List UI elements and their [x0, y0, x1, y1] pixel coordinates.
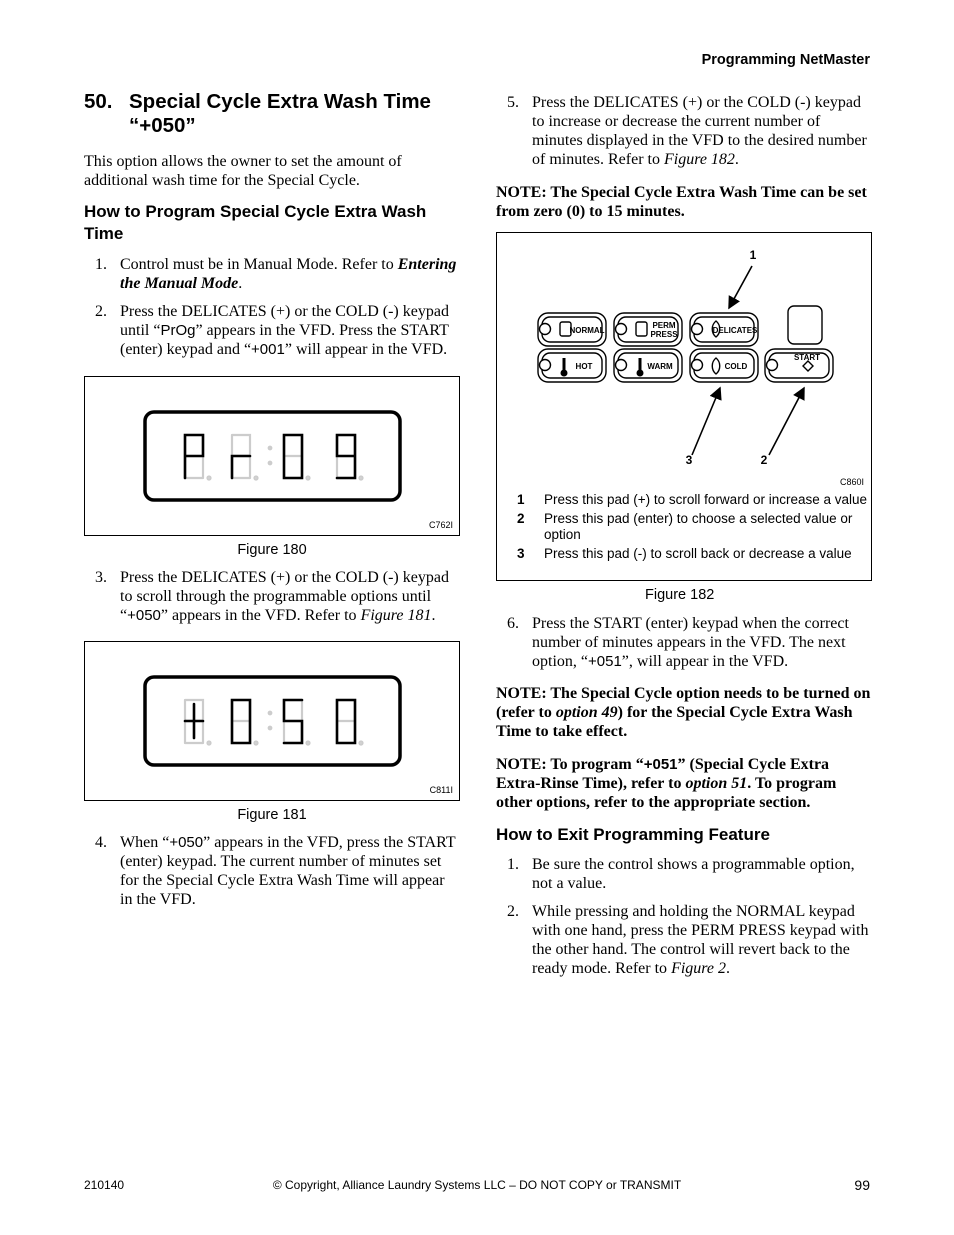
step-text: Press the DELICATES (+) or the COLD (-) keypad until “	[120, 303, 449, 339]
note-extra-wash-range: NOTE: The Special Cycle Extra Wash Time can be set from zero (0) to 15 minutes.	[496, 184, 867, 220]
right-column	[496, 93, 872, 978]
copyright-notice: © Copyright, Alliance Laundry Systems LLC – DO NOT COPY or TRANSMIT	[272, 1178, 682, 1192]
step-1	[84, 255, 460, 293]
vfd-code: +051	[643, 756, 678, 773]
step-4	[84, 833, 460, 909]
warm-key-label: WARM	[647, 362, 673, 371]
step-text: .	[734, 151, 739, 168]
step-text: .	[238, 275, 243, 292]
step-5	[496, 93, 872, 169]
figure-180	[84, 376, 460, 536]
step-text: Control must be in Manual Mode. Refer to	[120, 256, 398, 273]
callout-3: 3	[685, 453, 693, 467]
figure-code: C811I	[429, 785, 453, 795]
program-heading: How to Program Special Cycle Extra Wash Time	[84, 202, 427, 243]
exit-step-1	[496, 855, 872, 893]
normal-key-label: NORMAL	[569, 326, 605, 335]
step-text: ”, will appear in the VFD.	[621, 653, 789, 670]
vfd-code: +050	[127, 607, 161, 624]
press-key-label: PRESS	[650, 330, 678, 339]
step-number: 2.	[95, 303, 107, 320]
step-text: When “	[120, 834, 170, 851]
step-text: .	[726, 960, 731, 977]
note-text: NOTE: To program “	[496, 756, 644, 773]
figure-182-legend	[497, 492, 871, 562]
step-number: 3.	[95, 569, 107, 586]
step-text: Press the DELICATES (+) or the COLD (-) keypad to increase or decrease the current number of minutes displayed in the VFD to the desired number of minutes. Refer to	[532, 94, 867, 168]
note-option-51	[496, 755, 872, 812]
legend-number: 1	[517, 492, 525, 507]
document-number: 210140	[84, 1178, 125, 1192]
vfd-code: +051	[588, 653, 622, 670]
section-title-line2: “+050”	[129, 114, 196, 137]
legend-number: 2	[517, 511, 525, 526]
legend-text: Press this pad (+) to scroll forward or increase a value	[544, 492, 868, 507]
figure-181-caption: Figure 181	[237, 807, 307, 823]
figure-182-reference: Figure 182	[663, 151, 735, 168]
step-number: 2.	[507, 903, 519, 920]
step-number: 1.	[507, 856, 519, 873]
step-number: 1.	[95, 256, 107, 273]
cold-key-label: COLD	[724, 362, 748, 371]
vfd-display-plus050	[85, 642, 459, 800]
figure-2-reference: Figure 2	[671, 960, 727, 977]
figure-code: C860I	[839, 477, 864, 487]
start-key-label: START	[793, 353, 821, 362]
legend-item	[497, 511, 871, 543]
keypad-diagram	[497, 233, 871, 488]
callout-2: 2	[760, 453, 768, 467]
figure-180-caption: Figure 180	[237, 542, 307, 558]
step-number: 5.	[507, 94, 519, 111]
step-number: 4.	[95, 834, 107, 851]
figure-181-reference: Figure 181	[360, 607, 432, 624]
step-text: Press the START (enter) keypad when the correct number of minutes appears in the VFD. The next option, “	[532, 615, 849, 670]
note-text: NOTE: The Special Cycle option needs to be turned on (refer to	[496, 685, 871, 721]
manual-mode-reference: Entering the Manual Mode	[120, 256, 457, 292]
section-title	[84, 90, 460, 138]
option-51-reference: option 51	[685, 775, 748, 792]
step-text: ” will appear in the VFD.	[284, 341, 448, 358]
step-3	[84, 568, 460, 625]
section-intro: This option allows the owner to set the amount of additional wash time for the Special Cycle.	[84, 153, 402, 189]
note-text: ) for the Special Cycle Extra Wash Time to take effect.	[496, 704, 853, 740]
step-2	[84, 302, 460, 359]
left-column	[84, 90, 460, 909]
running-header: Programming NetMaster	[701, 52, 870, 68]
figure-181	[84, 641, 460, 801]
hot-key-label: HOT	[575, 362, 593, 371]
section-title-line1: Special Cycle Extra Wash Time	[129, 90, 431, 113]
step-text: ” appears in the VFD, press the START (enter) keypad. The current number of minutes set for the Special Cycle Extra Wash Time will appear in the VFD.	[120, 834, 456, 908]
section-number: 50.	[84, 90, 113, 113]
vfd-code: +050	[169, 834, 204, 851]
step-text: Be sure the control shows a programmable option, not a value.	[532, 856, 855, 892]
option-49-reference: option 49	[555, 704, 618, 721]
exit-heading: How to Exit Programming Feature	[496, 825, 770, 844]
note-text: . To program other options, refer to the appropriate section.	[496, 775, 837, 811]
callout-1: 1	[749, 248, 757, 262]
figure-182	[496, 232, 872, 581]
note-option-49	[496, 684, 872, 741]
legend-item	[497, 492, 871, 508]
step-number: 6.	[507, 615, 519, 632]
step-text: Press the DELICATES (+) or the COLD (-) keypad to scroll through the programmable options until “	[120, 569, 449, 624]
figure-182-caption: Figure 182	[645, 587, 715, 603]
step-text: ” appears in the VFD. Refer to	[160, 607, 361, 624]
step-text: .	[431, 607, 436, 624]
delicates-key-label: DELICATES	[712, 326, 758, 335]
page-number: 99	[854, 1177, 870, 1193]
legend-text: Press this pad (-) to scroll back or decrease a value	[544, 546, 852, 561]
exit-step-2	[496, 902, 872, 978]
step-text: While pressing and holding the NORMAL keypad with one hand, press the PERM PRESS keypad with the other hand. The control will revert back to the ready mode. Refer to	[532, 903, 869, 977]
vfd-display-pr09	[85, 377, 459, 535]
perm-key-label: PERM	[652, 321, 676, 330]
legend-text: Press this pad (enter) to choose a selected value or option	[544, 511, 853, 542]
step-6	[496, 614, 872, 671]
step-text: ” appears in the VFD. Press the START (enter) keypad and “	[120, 322, 449, 358]
note-text: ” (Special Cycle Extra Extra-Rinse Time), refer to	[496, 756, 830, 792]
legend-item	[497, 546, 871, 562]
figure-code: C762I	[428, 520, 453, 530]
vfd-code: +001	[251, 341, 285, 358]
legend-number: 3	[517, 546, 525, 561]
vfd-code: PrOg	[160, 322, 196, 339]
